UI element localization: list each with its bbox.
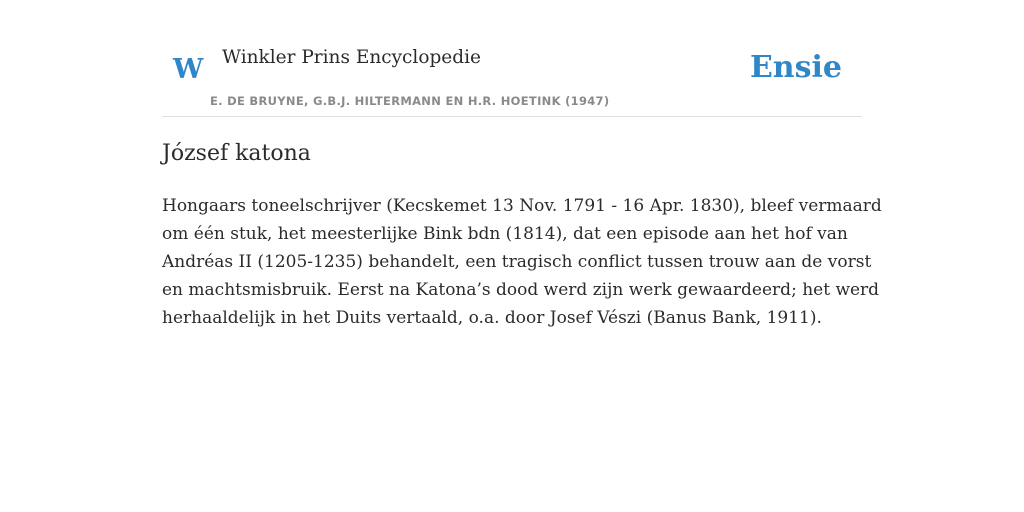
article-body-line: Hongaars toneelschrijver (Kecskemet 13 Nov. 1791 - 16 Apr. 1830), bleef vermaard: [162, 196, 882, 216]
site-logo[interactable]: W: [173, 54, 204, 85]
site-header: [162, 0, 862, 117]
brand-logo[interactable]: Ensie: [749, 50, 842, 85]
article-body-line: en machtsmisbruik. Eerst na Katona’s dood werd zijn werk gewaardeerd; het werd: [162, 280, 880, 300]
article-title: József katona: [162, 141, 311, 166]
site-title[interactable]: Winkler Prins Encyclopedie: [222, 47, 481, 68]
authors-line: E. DE BRUYNE, G.B.J. HILTERMANN EN H.R. HOETINK (1947): [210, 94, 610, 108]
article-body-line: om één stuk, het meesterlijke Bink bdn (1814), dat een episode aan het hof van: [162, 224, 848, 244]
article-body: [162, 192, 882, 332]
article-body-line: herhaaldelijk in het Duits vertaald, o.a. door Josef Vészi (Banus Bank, 1911).: [162, 308, 822, 328]
article-body-line: Andréas II (1205-1235) behandelt, een tragisch conflict tussen trouw aan de vorst: [162, 252, 872, 272]
